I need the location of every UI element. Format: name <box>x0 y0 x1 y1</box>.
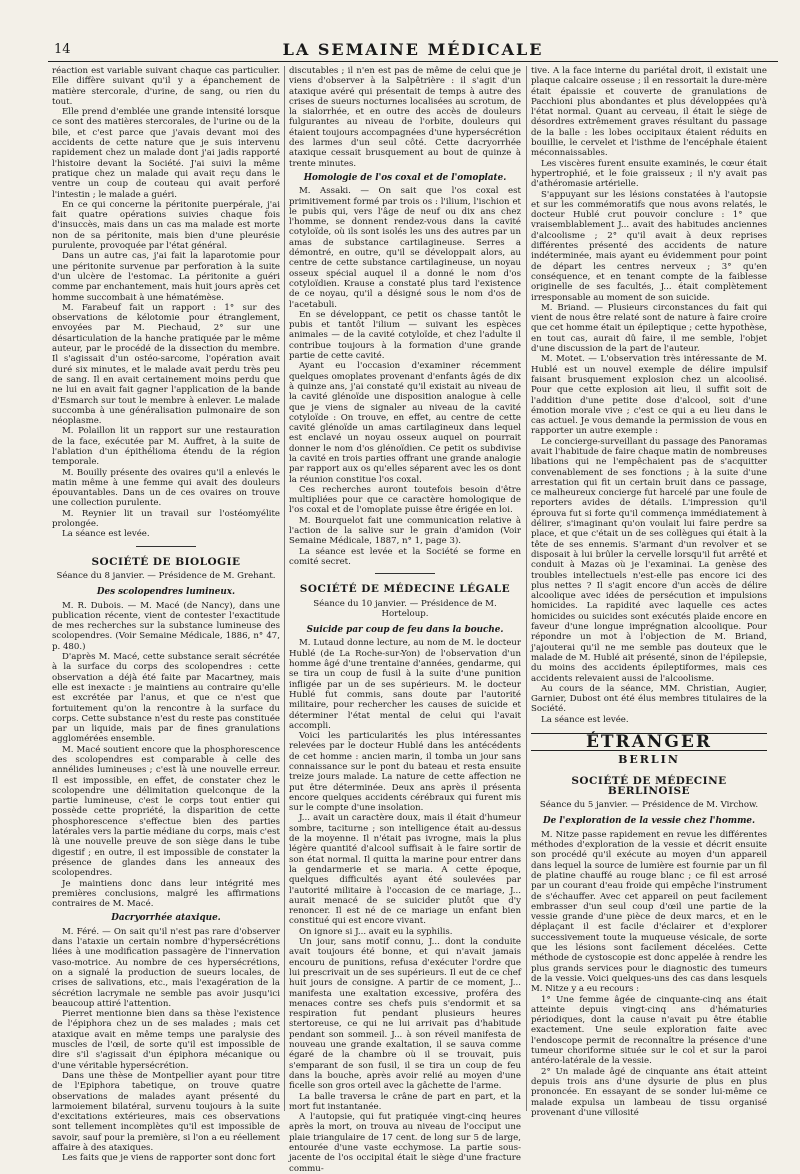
paragraph: M. Assaki. — On sait que l'os coxal est primitivement formé par trois os : l'ilium, l'ischion et le pubis qui, vers l'âge de neuf ou dix ans chez l'homme, se donnent rendez-vous dans la cavité cotyloïde, où ils sont isolés les uns des autres par un amas de substance cartilagineuse. Serres a démontré, en outre, qu'il se développait alors, au centre de cette substance cartilagineuse, un noyau osseux spécial auquel il a donné le nom d'os cotyloïdien. Krause a constaté plus tard l'existence de ce noyau, qu'il a désigné sous le nom d'os de l'acetabuli. <box>289 186 521 310</box>
paragraph: M. Nitze passe rapidement en revue les différentes méthodes d'exploration de la vessie et décrit ensuite son procédé qu'il exécute au moyen d'un appareil dans lequel la source de lumière est fournie par un fil de platine chauffé au rouge blanc ; ce fil est arrosé par un courant d'eau froide qui empêche l'instrument de s'échauffer. Avec cet appareil on peut facilement embrasser d'un seul coup d'œil une partie de la vessie grande d'une pièce de deux marcs, et en le déplaçant il est facile d'éclairer et d'explorer successivement toute la muqueuse vésicale, de sorte que les lésions sont facilement décelées. Cette méthode de cystoscopie est donc appelée à rendre les plus grands services pour le diagnostic des tumeurs de la vessie. Voici quelques-uns des cas dans lesquels M. Nitze y a eu recours : <box>531 829 767 995</box>
paragraph: M. Briand. — Plusieurs circonstances du fait qui vient de nous être relaté sont de nature à faire croire que cet homme était un épileptique ; cette hypothèse, en tout cas, aurait dû faire, il me semble, l'objet d'une discussion de la part de l'auteur. <box>531 302 767 355</box>
header-rule <box>48 61 778 62</box>
paragraph: Pierret mentionne bien dans sa thèse l'existence de l'épiphora chez un de ses malades ; mais cet ataxique avait en même temps une paralysie des muscles de l'œil, de sorte qu'il est impossible de dire s'il s'agissait d'un épiphora mécanique ou d'une véritable hypersécrétion. <box>52 1009 280 1071</box>
column-separator <box>526 66 527 1111</box>
section-title-etranger: ÉTRANGER <box>531 733 767 751</box>
paragraph: M. Bouilly présente des ovaires qu'il a enlevés le matin même à une femme qui avait des douleurs épouvantables. Dans un de ces ovaires on trouve une collection purulente. <box>52 467 280 509</box>
paragraph: M. Féré. — On sait qu'il n'est pas rare d'observer dans l'ataxie un certain nombre d'hypersécrétions liées à une modification passagère de l'innervation vaso-motrice. Au nombre de ces hypersécrétions, on a signalé la production de sueurs locales, de crises de salivations, etc., mais l'exagération de la sécrétion lacrymale ne semble pas avoir jusqu'ici beaucoup attiré l'attention. <box>52 926 280 1009</box>
paragraph: réaction est variable suivant chaque cas particulier. Elle diffère suivant qu'il y a épanchement de matière stercorale, d'urine, de sang, ou rien du tout. <box>52 66 280 107</box>
paragraph: M. Reynier lit un travail sur l'ostéomyélite prolongée. <box>52 508 280 530</box>
paragraph: D'après M. Macé, cette substance serait sécrétée à la surface du corps des scolopendres : cette observation a déjà été faite par Macartney, mais elle est inexacte : je maintiens au contraire qu'elle est excrétée par l'anus, et que ce n'est que fortuitement qu'on la rencontre à la surface du corps. Cette substance n'est du reste pas constituée par un liquide, mais par de fines granulations agglomérées ensemble. <box>52 652 280 745</box>
column-separator <box>284 66 285 1111</box>
journal-title: LA SEMAINE MÉDICALE <box>282 40 544 59</box>
paragraph: M. Motet. — L'observation très intéressante de M. Hublé est un nouvel exemple de délire impulsif faisant brusquement explosion chez un alcoolisé. Pour que cette explosion ait lieu, il suffit soit de l'addition d'une petite dose d'alcool, soit d'une émotion morale vive ; c'est ce qui a eu lieu dans le cas actuel. Je vous demande la permission de vous en rapporter un autre exemple : <box>531 354 767 437</box>
paragraph: J... avait un caractère doux, mais il était d'humeur sombre, taciturne ; son intelligence était au-dessus de la moyenne. Il n'était pas ivrogne, mais la plus légère quantité d'alcool suffisait à le faire sortir de son état normal. Il quitta la marine pour entrer dans la gendarmerie et se maria. A cette époque, quelques difficultés ayant été soulevées par l'autorité militaire à l'occasion de ce mariage, J... aurait menacé de se suicider plutôt que d'y renoncer. Il est né de ce mariage un enfant bien constitué qui est encore vivant. <box>289 813 521 927</box>
paragraph: Au cours de la séance, MM. Christian, Augier, Garnier, Dubost ont été élus membres titulaires de la Société. <box>531 683 767 715</box>
paragraph: La séance est levée. <box>541 714 629 725</box>
page-header <box>48 40 778 62</box>
paragraph: S'appuyant sur les lésions constatées à l'autopsie et sur les commémoratifs que nous avons relatés, le docteur Hublé crut pouvoir conclure : 1° que vraisemblablement J... avait des habitudes anciennes d'alcoolisme ; 2° qu'il avait à deux reprises différentes présenté des accidents de nature indéterminée, mais ayant eu évidemment pour point de départ les centres nerveux ; 3° qu'en conséquence, et en tenant compte de la faiblesse originelle de ses facultés, J... était complètement irresponsable au moment de son suicide. <box>531 189 767 303</box>
paragraph: Elle prend d'emblée une grande intensité lorsque ce sont des matières stercorales, de l'urine ou de la bile, et c'est parce que j'avais devant moi des accidents de cette nature que je suis intervenu rapidement chez un malade dont j'ai jadis rapporté l'histoire devant la Société. J'ai suivi la même pratique chez un malade qui avait reçu dans le ventre un coup de couteau qui avait perforé l'intestin ; le malade a guéri. <box>52 107 280 200</box>
paragraph: Je maintiens donc dans leur intégrité mes premières conclusions, malgré les affirmations contraires de M. Macé. <box>52 878 280 910</box>
column-2 <box>289 66 521 1174</box>
paragraph: Les faits que je viens de rapporter sont donc fort <box>62 1153 276 1164</box>
paragraph: A l'autopsie, qui fut pratiquée vingt-cinq heures après la mort, on trouva au niveau de l'occiput une plaie triangulaire de 17 cent. de long sur 5 de large, entourée d'une vaste ecchymose. La partie sous-jacente de l'os occipital était le siège d'une fracture commu- <box>289 1112 521 1174</box>
paragraph: M. Farabeuf fait un rapport : 1° sur des observations de kélotomie pour étranglement, envoyées par M. Piechaud, 2° sur une désarticulation de la hanche pratiquée par le même auteur, par le procédé de la dissection du membre. Il s'agissait d'un ostéo-sarcome, l'opération avait duré six minutes, et le malade avait perdu très peu de sang. Il en avait certainement moins perdu que ne lui en avait fait gagner l'application de la bande d'Esmarch sur tout le membre à enlever. Le malade succomba à une généralisation pulmonaire de son néoplasme. <box>52 302 280 427</box>
column-1 <box>52 66 280 1164</box>
section-divider <box>136 546 196 547</box>
paragraph: La séance est levée et la Société se forme en comité secret. <box>289 546 521 567</box>
paragraph: M. Polaillon lit un rapport sur une restauration de la face, exécutée par M. Auffret, à la suite de l'ablation d'un épithélioma étendu de la région temporale. <box>52 426 280 468</box>
subheading: Suicide par coup de feu dans la bouche. <box>306 625 504 636</box>
paragraph: En se développant, ce petit os chasse tantôt le pubis et tantôt l'ilium — suivant les espèces animales — de la cavité cotyloïde, et chez l'adulte il contribue toujours à la formation d'une grande partie de cette cavité. <box>289 309 521 362</box>
paragraph: discutables ; il n'en est pas de même de celui que je viens d'observer à la Salpêtrière : il s'agit d'un ataxique avéré qui présentait de temps à autre des crises de sueurs nocturnes localisées au scrotum, de la sialorrhée, et en outre des accès de douleurs fulgurantes au niveau de l'orbite, douleurs qui étaient toujours accompagnées d'une hypersécrétion des larmes d'un seul côté. Cette dacryorrhée ataxique cessait brusquement au bout de quinze à trente minutes. <box>289 66 521 169</box>
paragraph: La séance est levée. <box>62 529 150 540</box>
paragraph: En ce qui concerne la péritonite puerpérale, j'ai fait quatre opérations suivies chaque fois d'insuccès, mais dans un cas ma malade est morte non de sa péritonite, mais bien d'une pleurésie purulente, provoquée par l'état général. <box>52 199 280 252</box>
session-info: Séance du 8 janvier. — Présidence de M. Grehant. <box>56 570 276 581</box>
page-number: 14 <box>54 42 71 57</box>
paragraph: 2° Un malade âgé de cinquante ans était atteint depuis trois ans d'une dysurie de plus en plus prononcée. En essayant de se sonder lui-même ce malade expulsa un lambeau de tissu organisé provenant d'une villosité <box>531 1066 767 1118</box>
paragraph: M. R. Dubois. — M. Macé (de Nancy), dans une publication récente, vient de contester l'exactitude de mes recherches sur la substance lumineuse des scolopendres. (Voir Semaine Médicale, 1886, n° 47, p. 480.) <box>52 600 280 652</box>
section-divider <box>375 573 435 574</box>
paragraph: Voici les particularités les plus intéressantes relevées par le docteur Hublé dans les antécédents de cet homme : ancien marin, il tomba un jour sans connaissance sur le pont du bateau et resta ensuite treize jours malade. La nature de cette affection ne put être déterminée. Deux ans après il présenta encore quelques accidents cérébraux qui furent mis sur le compte d'une insolation. <box>289 731 521 814</box>
paragraph: tive. A la face interne du pariétal droit, il existait une plaque calcaire osseuse ; il en ressortait la dure-mère était épaissie et couverte de granulations de Pacchioni plus abondantes et plus développées qu'à l'état normal. Quant au cerveau, il était le siège de désordres extrêmement graves résultant du passage de la balle : les lobes occipitaux étaient réduits en bouillie, le cervelet et l'isthme de l'encéphale étaient méconnaissables. <box>531 66 767 159</box>
section-title-medecine-legale: SOCIÉTÉ DE MÉDECINE LÉGALE <box>299 583 511 596</box>
paragraph: M. Macé soutient encore que la phosphorescence des scolopendres est comparable à celle des annélides lumineuses ; c'est là une nouvelle erreur. Il est impossible, en effet, de constater chez le scolopendre une délimitation quelconque de la partie lumineuse, c'est le corps tout entier qui possède cette propriété, la disparition de cette phosphorescence s'effectue bien des parties latérales vers la partie médiane du corps, mais c'est là une nouvelle preuve de son siège dans le tube digestif ; en outre, il est impossible de constater la présence de glandes dans les anneaux des scolopendres. <box>52 744 280 879</box>
paragraph: Dans un autre cas, j'ai fait la laparotomie pour une péritonite survenue par perforation à la suite d'un ulcère de l'estomac. La péritonite a guéri comme par enchantement, mais huit jours après cet homme succombait à une hématémèse. <box>52 251 280 303</box>
paragraph: M. Bourquelot fait une communication relative à l'action de la salive sur le grain d'amidon (Voir Semaine Médicale, 1887, n° 1, page 3). <box>289 515 521 547</box>
paragraph: Dans une thèse de Montpellier ayant pour titre de l'Epiphora tabetique, on trouve quatre observations de malades ayant présenté du larmoiement bilatéral, survenu toujours à la suite d'excitations extérieures, mais ces observations sont tellement incomplètes qu'il est impossible de savoir, sauf pour la première, si l'on a eu réellement affaire à des ataxiques. <box>52 1070 280 1153</box>
session-info: Séance du 5 janvier. — Présidence de M. Virchow. <box>539 800 759 811</box>
paragraph: Les viscères furent ensuite examinés, le cœur était hypertrophié, et le foie graisseux ; il n'y avait pas d'athéromasie artérielle. <box>531 158 767 190</box>
paragraph: Le concierge-surveillant du passage des Panoramas avait l'habitude de faire chaque matin de nombreuses libations qui ne l'empêchaient pas de s'acquitter convenablement de ses fonctions ; à la suite d'une arrestation qui fit un certain bruit dans ce passage, ce malheureux concierge fut harcelé par une foule de reporters avides de détails. L'impression qu'il éprouva fut si forte qu'il commença immédiatement à délirer, s'imaginant qu'on voulait lui faire perdre sa place, et que c'était un de ses collègues qui était à la tête de ses ennemis. S'armant d'un revolver et se disposait à lui brûler la cervelle lorsqu'il fut arrêté et conduit à Mazas où je l'examinai. La genèse des troubles intellectuels n'est-elle pas encore ici des plus nettes ? Il s'agit encore d'un accès de délire alcoolique avec idées de persécution et impulsions homicides. La rapidité avec laquelle ces actes homicides ou suicides sont exécutés plaide encore en faveur d'une longue imprégnation alcoolique. Pour répondre un mot à l'objection de M. Briand, j'ajouterai qu'il ne me semble pas douteux que le malade de M. Hublé ait présenté, sinon de l'épilepsie, du moins des accidents épileptiformes, mais ces accidents relevaient aussi de l'alcoolisme. <box>531 436 767 684</box>
subheading: De l'exploration de la vessie chez l'homme. <box>542 816 756 827</box>
column-3 <box>531 66 767 1118</box>
paragraph: Ayant eu l'occasion d'examiner récemment quelques omoplates provenant d'enfants âgés de dix à quinze ans, j'ai constaté qu'il existait au niveau de la cavité glénoïde une disposition analogue à celle que je viens de signaler au niveau de la cavité cotyloïde : On trouve, en effet, au centre de cette cavité glénoïde un amas cartilagineux dans lequel est enclavé un noyau osseux auquel on pourrait donner le nom d'os glénoïdien. Ce petit os subdivise la cavité en trois parties offrant une grande analogie par rapport aux os qu'elles séparent avec les os dont la réunion constitue l'os coxal. <box>289 361 521 485</box>
subheading: Homologie de l'os coxal et de l'omoplate. <box>303 172 507 183</box>
paragraph: La balle traversa le crâne de part en part, et la mort fut instantanée. <box>289 1091 521 1112</box>
paragraph: 1° Une femme âgée de cinquante-cinq ans était atteinte depuis vingt-cinq ans d'hématuries périodiques, dont la cause n'avait pu être établie exactement. Une seule exploration faite avec l'endoscope permit de reconnaître la présence d'une tumeur choriforme située sur le col et sur la paroi antéro-latérale de la vessie. <box>531 994 767 1067</box>
section-title-berlin-society: SOCIÉTÉ DE MÉDECINE BERLINOISE <box>571 774 727 797</box>
paragraph: Ces recherches auront toutefois besoin d'être multipliées pour que ce caractère homologique de l'os coxal et de l'omoplate puisse être érigée en loi. <box>289 484 521 516</box>
paragraph: Un jour, sans motif connu, J... dont la conduite avait toujours été bonne, et qui n'avait jamais encouru de punitions, refusa d'exécuter l'ordre que lui prescrivait un de ses supérieurs. Il eut de ce chef huit jours de consigne. A partir de ce moment, J... manifesta une exaltation excessive, proféra des menaces contre ses chefs puis s'endormit et sa respiration fut pendant plusieurs heures stertoreuse, ce qui ne lui arrivait pas d'habitude pendant son sommeil. J... à son réveil manifesta de nouveau une grande exaltation, il se sauva comme égaré de la chambre où il se trouvait, puis s'emparant de son fusil, il se tira un coup de feu dans la bouche, après avoir relié au moyen d'une ficelle son gros orteil avec la gâchette de l'arme. <box>289 937 521 1092</box>
subheading: Des scolopendres lumineux. <box>96 587 236 598</box>
city-heading: BERLIN <box>618 753 680 767</box>
session-info: Séance du 10 janvier. — Présidence de M. Horteloup. <box>313 598 497 619</box>
subheading: Dacryorrhée ataxique. <box>111 913 221 924</box>
paragraph: M. Lutaud donne lecture, au nom de M. le docteur Hublé (de La Roche-sur-Yon) de l'observation d'un homme âgé d'une trentaine d'années, gendarme, qui se tira un coup de fusil à la suite d'une punition infligée par un de ses supérieurs. M. le docteur Hublé fut commis, sans doute par l'autorité militaire, pour rechercher les causes de suicide et déterminer l'état mental de celui qui l'avait accompli. <box>289 638 521 731</box>
section-title-biologie: SOCIÉTÉ DE BIOLOGIE <box>91 555 241 568</box>
paragraph: On ignore si J... avait eu la syphilis. <box>299 926 453 937</box>
